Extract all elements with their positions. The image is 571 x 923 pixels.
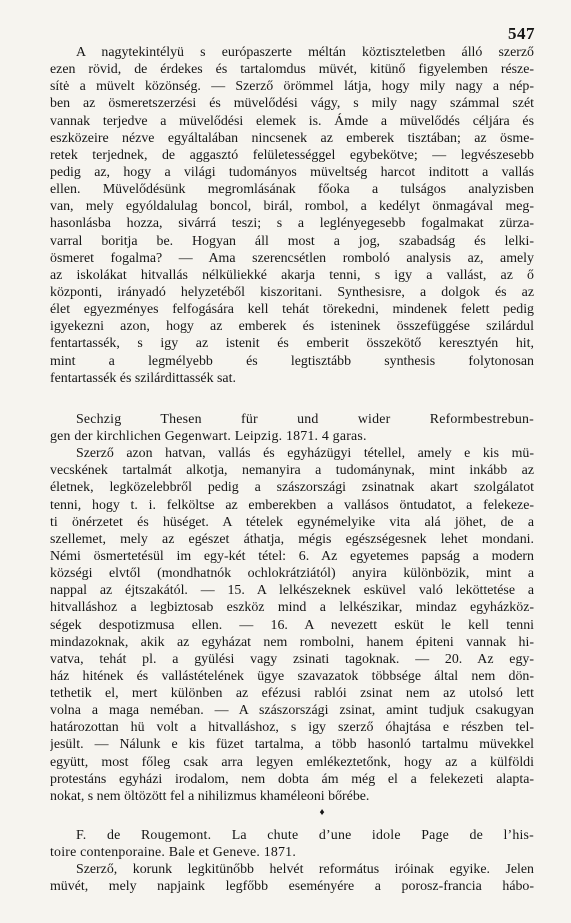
- text-line: községi elvtől (mondhatnók ochlokrátziától) anyira különbözik, mint a: [50, 566, 534, 582]
- review-3-title: [50, 827, 534, 861]
- text-line: vecskének tartalmát alkotja, nemanyira a tudománynak, mint inkább az: [50, 463, 534, 479]
- text-line: müvét, mely napjaink legfőbb eseményére a porosz-francia hábo-: [50, 879, 534, 895]
- text-line: nokat, s nem öltözött fel a nihilizmus khaméleoni bőrébe.: [50, 788, 370, 804]
- text-line: fentartassék és szilárdittassék sat.: [50, 370, 236, 386]
- text-line: az iskolákat hitvallás nélküliekké akarja tenni, s igy a vallást, az ő: [50, 267, 534, 283]
- text-line: ti önérzetet és hüséget. A tételek egynémelyike vita alá jöhet, de a: [50, 514, 534, 530]
- section-gap: [50, 387, 534, 411]
- text-line: varral boritja be. Hogyan áll most a jog, szabadság és lelki-: [50, 233, 534, 249]
- text-line: Szerző, korunk legkitünőbb helvét református iróinak egyike. Jelen: [76, 862, 534, 878]
- book-title-line: Sechzig Thesen für und wider Reformbestrebun-: [76, 411, 534, 427]
- text-line: eszközeire nézve egyáltalában nincsenek az emberek tisztában; az ösme-: [50, 130, 534, 146]
- text-line: szellemet, mely az egészet áthatja, mégis egészségesnek lehet mondani.: [50, 531, 534, 547]
- text-line: hasonlásba hozza, sivárrá teszi; s a leglényegesebb fogalmakat zürza-: [50, 216, 534, 232]
- text-line: mint a legmélyebb és legtisztább synthesis folytonosan: [50, 353, 534, 369]
- text-line: vatva, tehát pl. a gyülési vagy zsinati tagoknak. — 20. Az egy-: [50, 651, 534, 667]
- review-2-body: [50, 445, 534, 805]
- text-line: retek terjednek, de aggasztó felületességgel egybekötve; — legvészesebb: [50, 147, 534, 163]
- text-line: ségek despotizmusa ellen. — 16. A nevezett esküt le kell tenni: [50, 617, 534, 633]
- text-line: tenni, hogy t. i. felköltse az emberekben a vallásos öntudatot, a felekeze-: [50, 497, 534, 513]
- text-line: központi, irányadó helyzetéből kiszoritani. Synthesisre, a dolgok és az: [50, 284, 534, 300]
- text-line: Némi ösmertetésül im egy-két tétel: 6. Az egyetemes papság a modern: [50, 548, 534, 564]
- text-line: határozottan hü volt a hitvalláshoz, s igy szerző óhajtása e részben tel-: [50, 720, 534, 736]
- text-line: mindazoknak, akik az egyházat nem rombolni, hanem épiteni vannak hi-: [50, 634, 534, 650]
- text-line: hitvalláshoz a legbiztosab eszköz mind a lelkészikar, mindaz egyházköz-: [50, 600, 534, 616]
- text-line: van, mely egyóldalulag boncol, birál, rombol, a kedélyt önmagával meg-: [50, 199, 534, 215]
- book-title-line: gen der kirchlichen Gegenwart. Leipzig. 1871. 4 garas.: [50, 428, 367, 444]
- text-line: A nagytekintélyü s európaszerte méltán köztiszteletben álló szerző: [76, 45, 534, 60]
- text-line: ellen. Müvelődésünk megromlásának főoka a tulságos analyzisben: [50, 182, 534, 198]
- section-ornament: ♦: [319, 807, 325, 819]
- text-line: jesült. — Nálunk e kis füzet tartalma, a több hasonló tartalmu müvekkel: [50, 737, 534, 753]
- text-column: [50, 44, 534, 896]
- text-line: vannak terjedve a müvelődési elemek is. Ámde a müvelődés céljára és: [50, 113, 534, 129]
- text-line: protestáns egyházi irodalom, nem dobta ám még el a felekezeti alapta-: [50, 771, 534, 787]
- text-line: pedig az, hogy a világi tudományos müveltség harcot inditott a vallás: [50, 164, 534, 180]
- book-title-line: F. de Rougemont. La chute d’une idole Page de l’his-: [76, 828, 534, 844]
- text-line: igyekezni azon, hogy az emberek és isteninek összefüggése szilárdul: [50, 319, 534, 335]
- book-title-line: toire contenporaine. Bale et Geneve. 1871.: [50, 845, 296, 861]
- text-line: ezen rövid, de érdekes és tartalomdus müvét, kitünő figyelemben része-: [50, 62, 534, 78]
- text-line: Szerző azon hatvan, vallás és egyházügyi tétellel, amely e kis mü-: [76, 446, 534, 462]
- review-1-body: [50, 44, 534, 387]
- text-line: tethetik el, mert különben az efézusi rablói zsinat nem az utolsó lett: [50, 686, 534, 702]
- text-line: élet egyezményes felfogására kell tehát törekedni, mindenek felett pedig: [50, 302, 534, 318]
- text-line: ösmeret fogalma? — Ama szerencsétlen romboló analysis az, amely: [50, 250, 534, 266]
- text-line: fentartassék, s igy az istenit és emberit összekötő keresztyén hit,: [50, 336, 534, 352]
- review-2-title: [50, 411, 534, 445]
- text-line: ház hitének és vallástételének ügye szavazatok többsége által nem dön-: [50, 668, 534, 684]
- text-line: sítė a müvelt közönség. — Szerző örömmel látja, hogy mily nagy a nép-: [50, 79, 534, 95]
- review-3-body: [50, 861, 534, 895]
- text-line: volna a maga neméban. — A szászországi zsinat, amint tudjuk csakugyan: [50, 703, 534, 719]
- text-line: együtt, most főleg csak arra legyen emlékeztetőnk, hogy az a külföldi: [50, 754, 534, 770]
- text-line: nappal az éjtszakától. — 15. A lelkészeknek esküvel való leköttetése a: [50, 583, 534, 599]
- text-line: ben az ösmeretszerzési és müvelődési vágy, s mily nagy számmal szét: [50, 96, 534, 112]
- text-line: életnek, legközelebbről pedig a szászországi zsinatnak akart szolgálatot: [50, 480, 534, 496]
- page-number: 547: [508, 24, 535, 43]
